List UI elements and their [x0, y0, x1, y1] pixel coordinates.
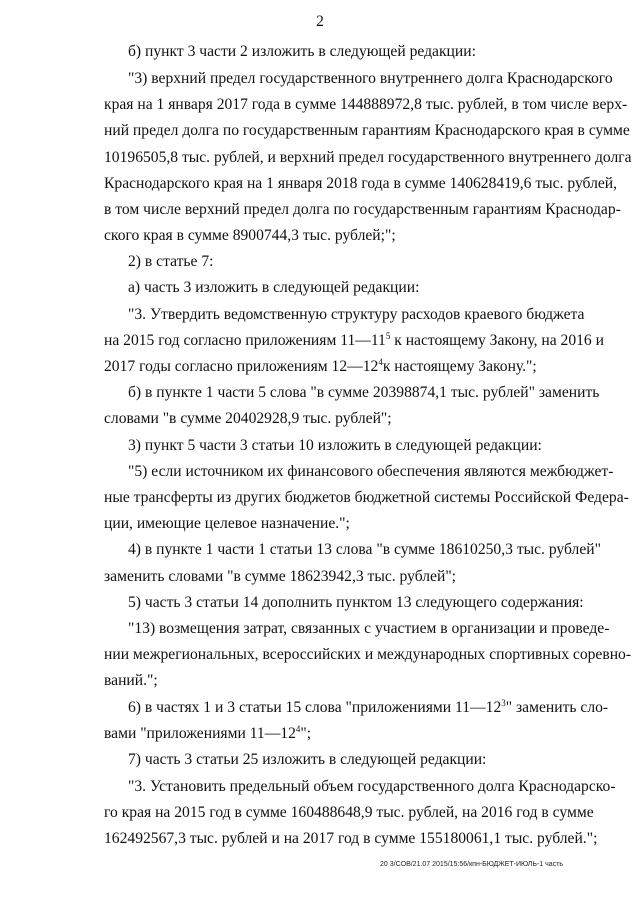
paragraph-line: 5) часть 3 статьи 14 дополнить пунктом 13 следующего содержания: — [128, 594, 584, 611]
paragraph-line: 7) часть 3 статьи 25 изложить в следующей редакции: — [128, 751, 487, 768]
paragraph-line: б) в пункте 1 части 5 слова "в сумме 20398874,1 тыс. рублей" заменить — [128, 384, 600, 401]
paragraph-line: ского края в сумме 8900744,3 тыс. рублей;"; — [104, 227, 396, 244]
footer-reference: 20 3/COB/21.07 2015/15:56/кпн-БЮДЖЕТ-ИЮЛЬ-1 часть — [380, 861, 564, 868]
paragraph-line: 6) в частях 1 и 3 статьи 15 слова "приложениями $11—12^3$" заменить сло- — [128, 698, 609, 716]
paragraph-line: края на 1 января 2017 года в сумме 144888972,8 тыс. рублей, в том числе верх- — [104, 96, 628, 113]
paragraph-line: ции, имеющие целевое назначение."; — [104, 515, 350, 532]
paragraph-line: "3. Утвердить ведомственную структуру расходов краевого бюджета — [128, 306, 585, 323]
paragraph-line: а) часть 3 изложить в следующей редакции: — [128, 279, 420, 296]
paragraph-line: 4) в пункте 1 части 1 статьи 13 слова "в сумме 18610250,3 тыс. рублей" — [128, 541, 601, 558]
paragraph-line: нии межрегиональных, всероссийских и международных спортивных соревно- — [104, 646, 632, 663]
paragraph-line: в том числе верхний предел долга по государственным гарантиям Краснодар- — [104, 201, 621, 218]
paragraph-line: 3) пункт 5 части 3 статьи 10 изложить в следующей редакции: — [128, 437, 542, 454]
paragraph-line: "3) верхний предел государственного внутреннего долга Краснодарского — [128, 70, 613, 87]
paragraph-line: ваний."; — [104, 672, 158, 689]
paragraph-line: Краснодарского края на 1 января 2018 года в сумме 140628419,6 тыс. рублей, — [104, 175, 618, 192]
paragraph-line: вами "приложениями $11—12^4$"; — [104, 724, 312, 742]
paragraph-line: заменить словами "в сумме 18623942,3 тыс. рублей"; — [104, 568, 457, 585]
paragraph-line: го края на 2015 год в сумме 160488648,9 тыс. рублей, на 2016 год в сумме — [104, 804, 594, 821]
paragraph-line: словами "в сумме 20402928,9 тыс. рублей"; — [104, 410, 392, 427]
paragraph-line: б) пункт 3 части 2 изложить в следующей редакции: — [128, 43, 476, 60]
paragraph-line: "3. Установить предельный объем государственного долга Краснодарско- — [128, 778, 616, 795]
paragraph-line: ний предел долга по государственным гарантиям Краснодарского края в сумме — [104, 122, 630, 139]
paragraph-line: на 2015 год согласно приложениям $11—11^5$ к настоящему Закону, на 2016 и — [104, 331, 604, 349]
paragraph-line: 2) в статье 7: — [128, 253, 214, 270]
paragraph-line: "13) возмещения затрат, связанных с участием в организации и проведе- — [128, 620, 610, 637]
paragraph-line: "5) если источником их финансового обеспечения являются межбюджет- — [128, 463, 614, 480]
paragraph-line: 2017 годы согласно приложениям $12—12^4к$ настоящему Закону."; — [104, 357, 537, 375]
page-number: 2 — [316, 13, 324, 30]
paragraph-line: 10196505,8 тыс. рублей, и верхний предел государственного внутреннего долга — [104, 149, 632, 166]
paragraph-line: ные трансферты из других бюджетов бюджетной системы Российской Федера- — [104, 489, 629, 506]
paragraph-line: 162492567,3 тыс. рублей и на 2017 год в сумме 155180061,1 тыс. рублей."; — [104, 830, 598, 847]
